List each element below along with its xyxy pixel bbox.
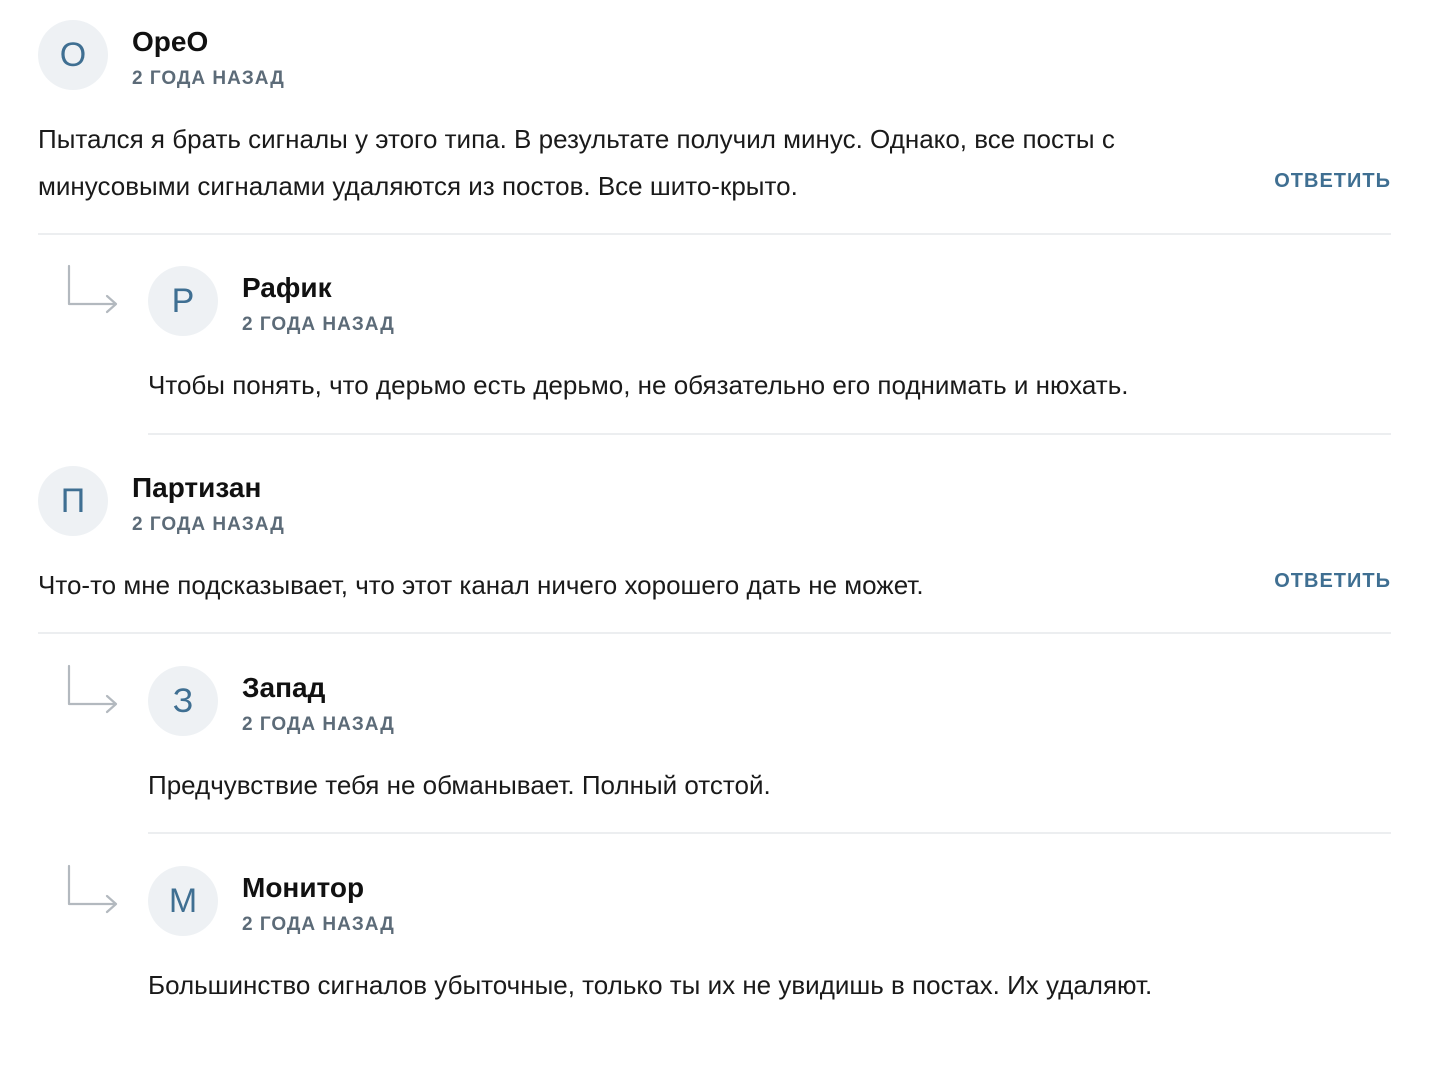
avatar: M — [148, 866, 218, 936]
comment-text: Чтобы понять, что дерьмо есть дерьмо, не обязательно его поднимать и нюхать. — [148, 370, 1129, 400]
divider — [38, 233, 1391, 235]
avatar: З — [148, 666, 218, 736]
comment-text — [38, 116, 1115, 210]
comment-author[interactable]: OpeO — [132, 26, 209, 57]
comment-text — [38, 562, 924, 609]
reply-arrow-icon — [66, 864, 120, 914]
comment-text-line: Пытался я брать сигналы у этого типа. В результате получил минус. Однако, все посты с — [38, 124, 1115, 154]
avatar: П — [38, 466, 108, 536]
comment-author[interactable]: Монитор — [242, 872, 365, 903]
comment-author[interactable]: Запад — [242, 672, 326, 703]
comment-timestamp: 2 ГОДА НАЗАД — [132, 514, 285, 535]
comment-text-line: минусовыми сигналами удаляются из постов. Все шито-крыто. — [38, 171, 798, 201]
comment-timestamp: 2 ГОДА НАЗАД — [242, 714, 395, 735]
comment-timestamp: 2 ГОДА НАЗАД — [242, 914, 395, 935]
divider — [38, 632, 1391, 634]
reply-arrow-icon — [66, 264, 120, 314]
comment-text: Предчувствие тебя не обманывает. Полный отстой. — [148, 770, 771, 800]
divider — [148, 832, 1391, 834]
divider — [148, 433, 1391, 435]
reply-button[interactable]: ОТВЕТИТЬ — [1274, 170, 1391, 192]
comment-author[interactable]: Партизан — [132, 472, 262, 503]
avatar: Р — [148, 266, 218, 336]
comment-author[interactable]: Рафик — [242, 272, 332, 303]
comment-text-line: Что-то мне подсказывает, что этот канал ничего хорошего дать не может. — [38, 570, 924, 600]
comment-timestamp: 2 ГОДА НАЗАД — [132, 68, 285, 89]
reply-arrow-icon — [66, 664, 120, 714]
comment-text: Большинство сигналов убыточные, только ты их не увидишь в постах. Их удаляют. — [148, 970, 1153, 1000]
reply-button[interactable]: ОТВЕТИТЬ — [1274, 570, 1391, 592]
comment-timestamp: 2 ГОДА НАЗАД — [242, 314, 395, 335]
avatar: O — [38, 20, 108, 90]
